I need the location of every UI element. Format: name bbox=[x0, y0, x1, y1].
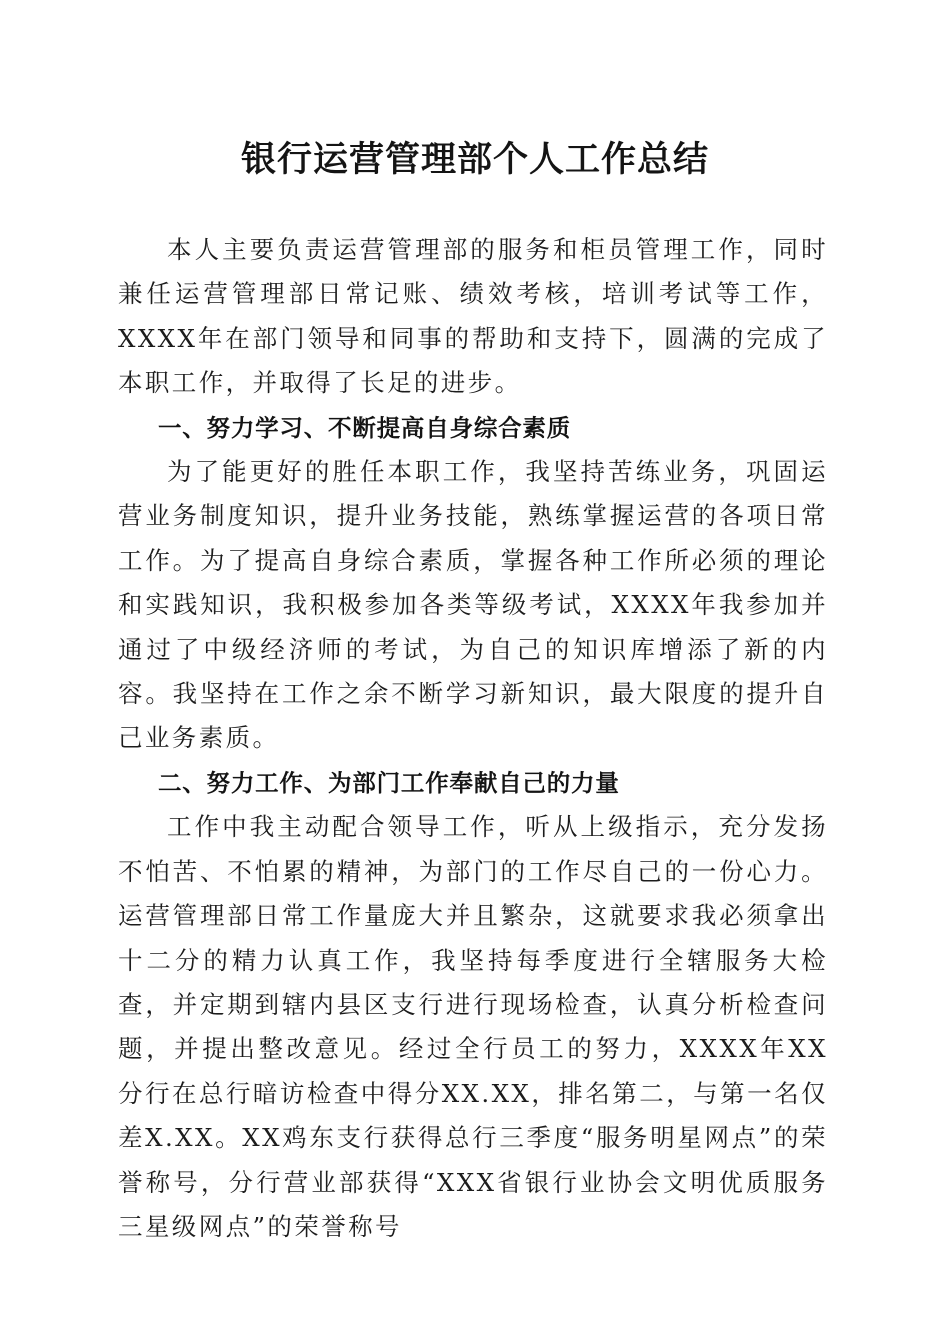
intro-paragraph: 本人主要负责运营管理部的服务和柜员管理工作，同时兼任运营管理部日常记账、绩效考核，培训考试等工作，XXXX年在部门领导和同事的帮助和支持下，圆满的完成了本职工作，并取得了长足的进步。 bbox=[118, 235, 828, 398]
document-title: 银行运营管理部个人工作总结 bbox=[240, 139, 709, 180]
section-heading-2: 二、努力工作、为部门工作奉献自己的力量 bbox=[157, 768, 620, 797]
section-paragraph-2: 工作中我主动配合领导工作，听从上级指示，充分发扬不怕苦、不怕累的精神，为部门的工作尽自己的一份心力。运营管理部日常工作量庞大并且繁杂，这就要求我必须拿出十二分的精力认真工作，我坚持每季度进行全辖服务大检查，并定期到辖内县区支行进行现场检查，认真分析检查问题，并提出整改意见。经过全行员工的努力，XXXX年XX分行在总行暗访检查中得分XX.XX，排名第二，与第一名仅差X.XX。XX鸡东支行获得总行三季度“服务明星网点”的荣誉称号，分行营业部获得“XXX省银行业协会文明优质服务三星级网点”的荣誉称号 bbox=[118, 812, 828, 1241]
section-heading-1: 一、努力学习、不断提高自身综合素质 bbox=[157, 413, 572, 442]
document-body bbox=[118, 228, 828, 1249]
section-paragraph-1: 为了能更好的胜任本职工作，我坚持苦练业务，巩固运营业务制度知识，提升业务技能，熟练掌握运营的各项日常工作。为了提高自身综合素质，掌握各种工作所必须的理论和实践知识，我积极参加各类等级考试，XXXX年我参加并通过了中级经济师的考试，为自己的知识库增添了新的内容。我坚持在工作之余不断学习新知识，最大限度的提升自己业务素质。 bbox=[118, 457, 828, 753]
